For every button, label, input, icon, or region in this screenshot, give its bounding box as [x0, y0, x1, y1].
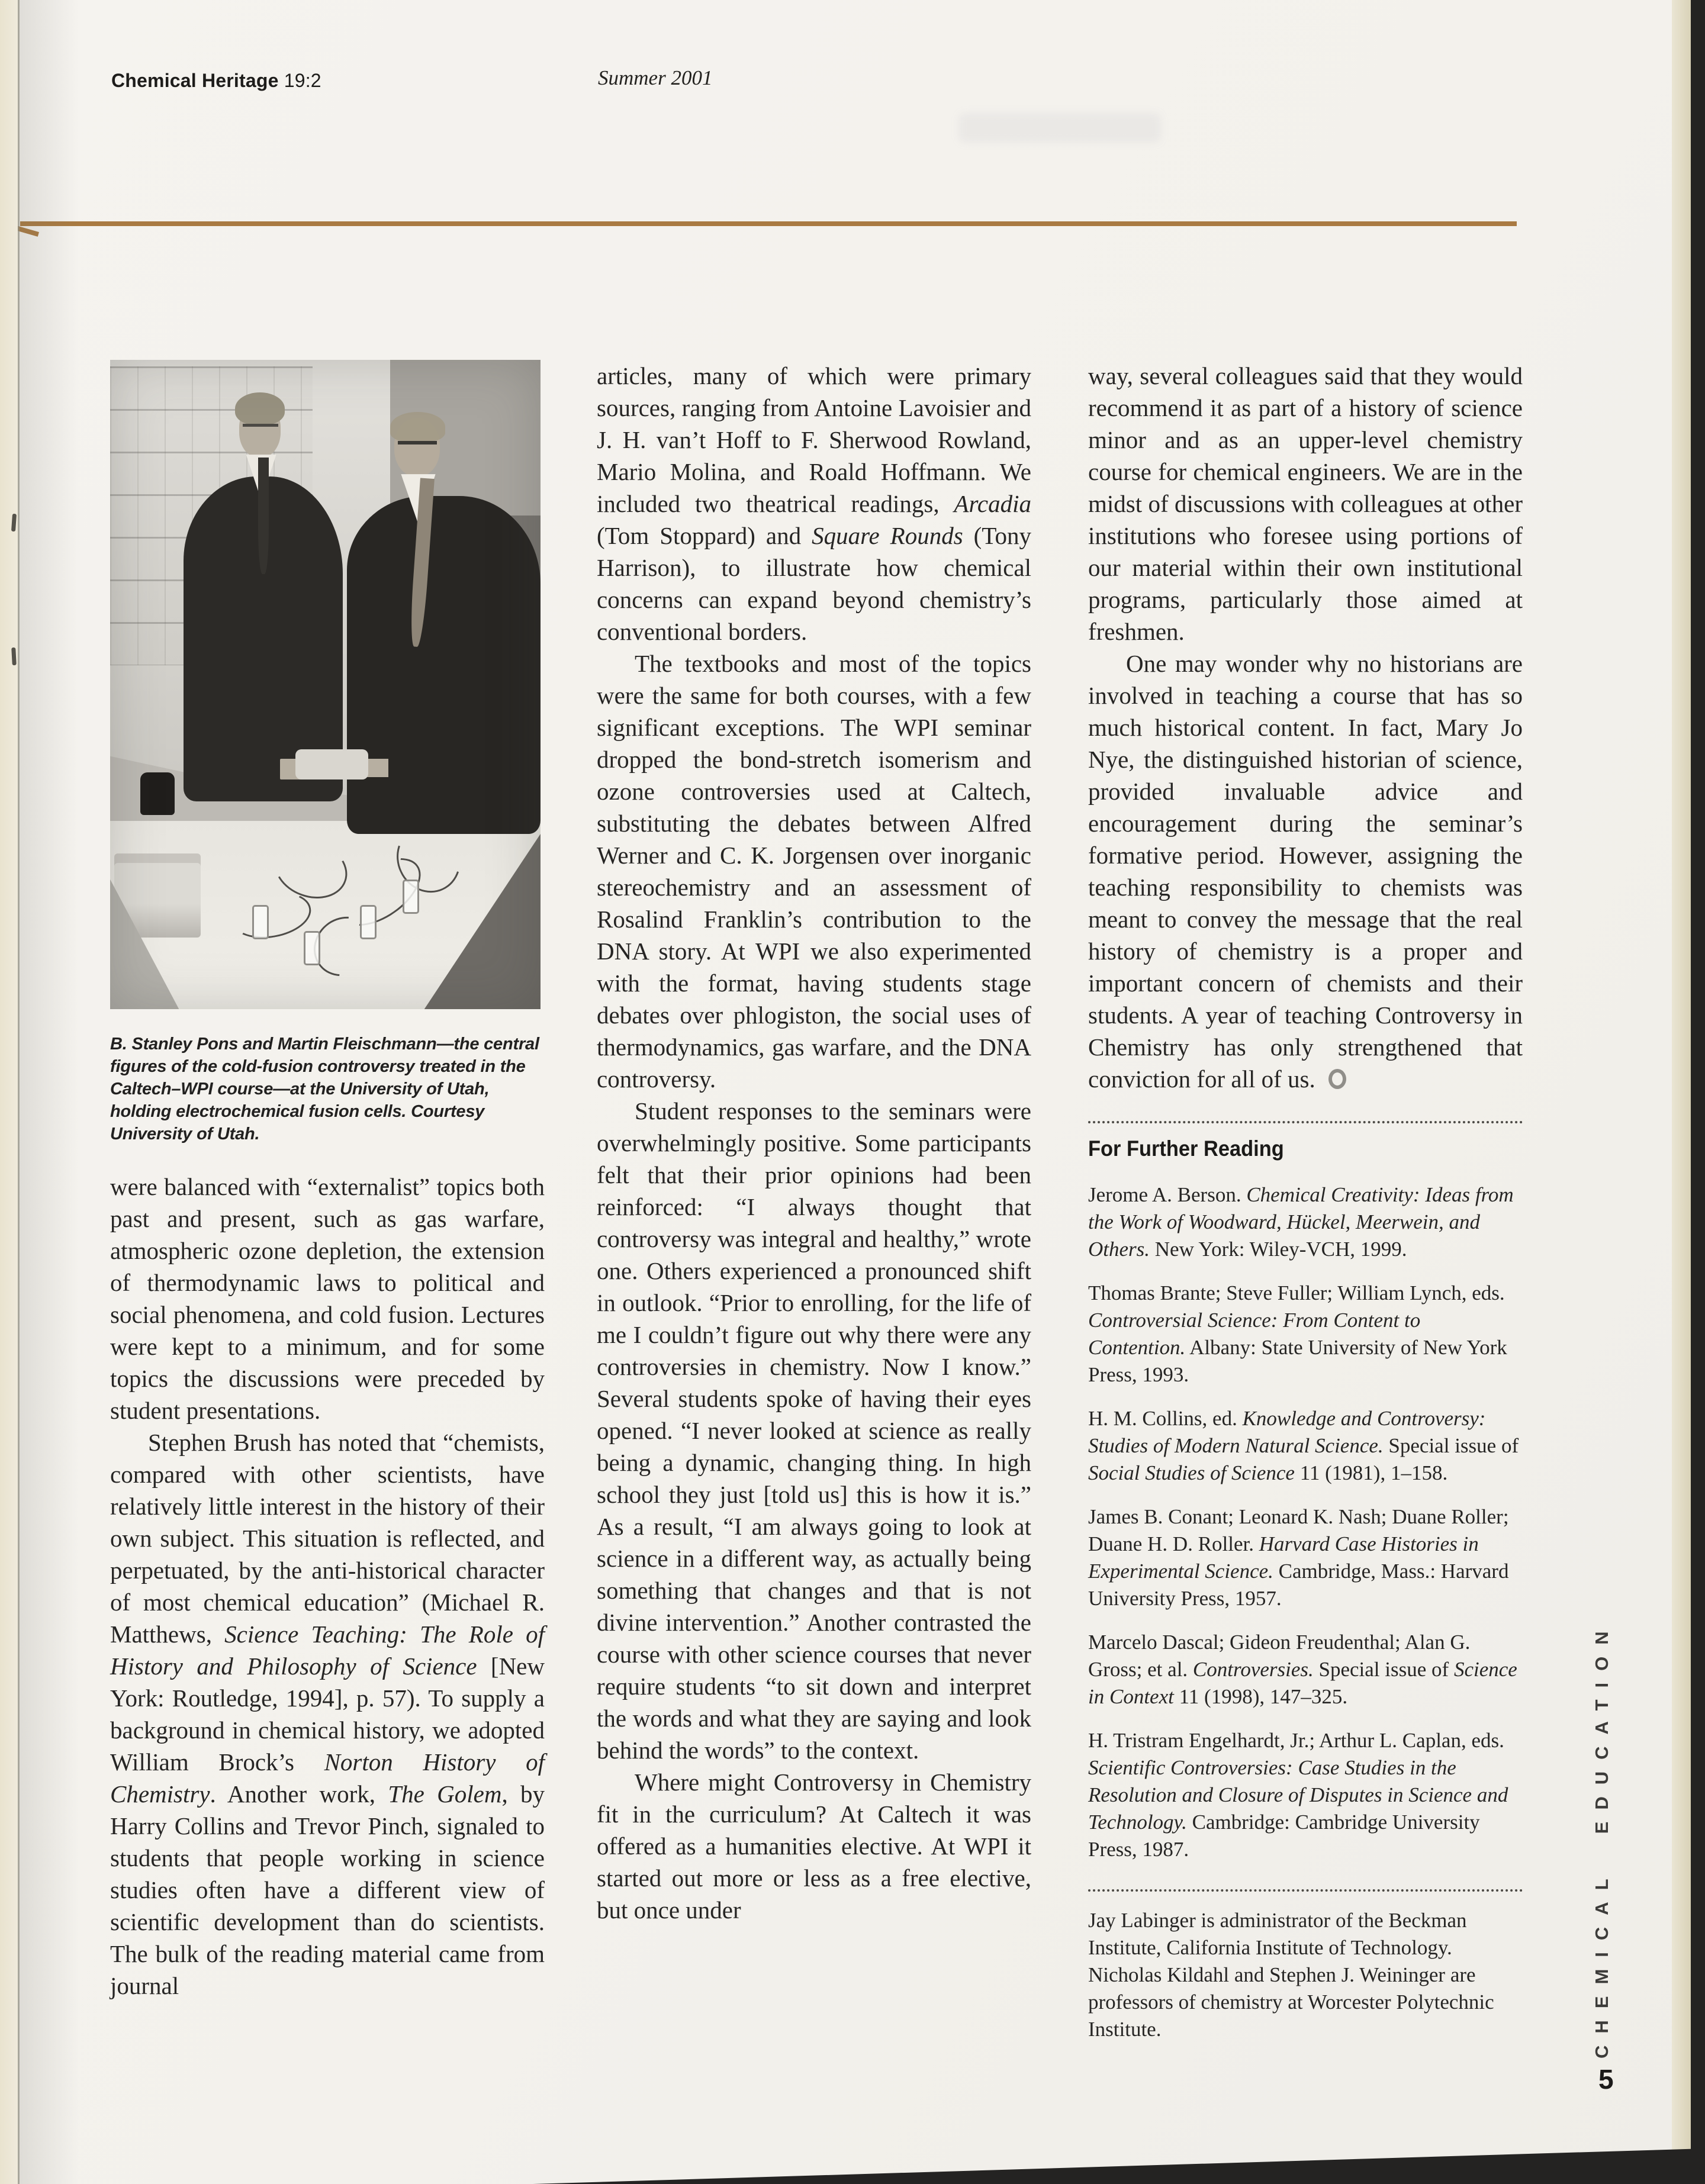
article-photo	[110, 360, 541, 1009]
author-bio	[1088, 1907, 1523, 2043]
page-number: 5	[1598, 2064, 1614, 2095]
further-reading-list	[1088, 1181, 1523, 1863]
article-column-2	[597, 360, 1031, 1926]
masthead	[111, 70, 321, 92]
end-of-article-icon	[1328, 1069, 1346, 1089]
author-bio-text: Jay Labinger is administrator of the Beckman Institute, California Institute of Technology. Nicholas Kildahl and Stephen J. Weininger are professors of chemistry at Worcester Polytechnic Institute.	[1088, 1909, 1494, 2041]
photo-vignette	[110, 360, 541, 1009]
issue-season: Summer 2001	[598, 66, 713, 89]
staple	[11, 648, 17, 665]
article-paragraph: The textbooks and most of the topics were the same for both courses, with a few significant exceptions. The WPI seminar dropped the bond-stretch isomerism and ozone controversies used at Caltech, substituting the debates between Alfred Werner and C. K. Jorgensen over inorganic stereochemistry and an assessment of Rosalind Franklin’s contribution to the DNA story. At WPI we also experimented with the format, having students stage debates over phlogiston, the social uses of thermodynamics, gas warfare, and the DNA controversy.	[597, 650, 1031, 1093]
photo-caption: B. Stanley Pons and Martin Fleischmann—the central figures of the cold-fusion controversy treated in the Caltech–WPI course—at the University of Utah, holding electrochemical fusion cells. Courtesy University of Utah.	[110, 1035, 539, 1143]
further-reading-heading: For Further Reading	[1088, 1136, 1284, 1161]
article-column-3	[1088, 360, 1523, 2043]
reference-entry: Thomas Brante; Steve Fuller; William Lynch, eds. Controversial Science: From Content to Contention. Albany: State University of New York Press, 1993.	[1088, 1281, 1507, 1386]
dotted-divider	[1088, 1889, 1523, 1892]
gutter-shadow	[20, 0, 79, 2184]
article-paragraph: Where might Controversy in Chemistry fit in the curriculum? At Caltech it was offered as a humanities elective. At WPI it started out more or less as a free elective, but once under	[597, 1769, 1031, 1924]
page-fore-edge-right	[1672, 0, 1691, 2184]
article-column-1	[110, 1171, 545, 2002]
accent-rule	[20, 221, 1517, 226]
article-paragraph: articles, many of which were primary sources, ranging from Antoine Lavoisier and J. H. van’t Hoff to F. Sherwood Rowland, Mario Molina, and Roald Hoffmann. We included two theatrical readings, Arcadia (Tom Stoppard) and Square Rounds (Tony Harrison), to illustrate how chemical concerns can expand beyond chemistry’s conventional borders.	[597, 362, 1032, 645]
article-paragraph: One may wonder why no historians are involved in teaching a course that has so much historical content. In fact, Mary Jo Nye, the distinguished historian of science, provided invaluable advice and encouragement during the seminar’s formative period. However, assigning the teaching responsibility to chemists was meant to convey the message that the real history of chemistry is a proper and important concern of chemists and their students. A year of teaching Controversy in Chemistry has only strengthened that conviction for all of us.	[1088, 650, 1523, 1093]
issue-number: 19:2	[284, 70, 321, 91]
magazine-title: Chemical Heritage	[111, 70, 279, 91]
scan-backdrop-right	[1691, 0, 1705, 2184]
article-paragraph: way, several colleagues said that they would recommend it as part of a history of science minor and as an upper-level chemistry course for chemical engineers. We are in the midst of discussions with colleagues at other institutions who foresee using portions of our material within their own institutional programs, particularly those aimed at freshmen.	[1088, 362, 1523, 645]
page-fore-edge-left	[0, 0, 18, 2184]
article-paragraph: Student responses to the seminars were overwhelmingly positive. Some participants felt that their prior opinions had been reinforced: “I always thought that controversy was integral and healthy,” wrote one. Others experienced a pronounced shift in outlook. “Prior to enrolling, for the life of me I couldn’t figure out why there were any controversies in chemistry. Now I know.” Several students spoke of having their eyes opened. “I never looked at science as really being a dynamic, changing thing. In high school they just [told us] this is how it is.” As a result, “I am always going to look at science in a different way, as actually being something that changes and that is not divine intervention.” Another contrasted the course with other science courses that never require students “to sit down and interpret the words and what they are saying and look behind the words” to the context.	[597, 1097, 1031, 1764]
section-label-vertical: CHEMICAL EDUCATION	[1591, 1619, 1612, 2059]
reference-entry: Marcelo Dascal; Gideon Freudenthal; Alan G. Gross; et al. Controversies. Special issue of Science in Context 11 (1998), 147–325.	[1088, 1631, 1517, 1708]
showthrough-ghost	[959, 114, 1160, 142]
dotted-divider	[1088, 1121, 1523, 1123]
article-column-3-text	[1088, 360, 1523, 1095]
article-paragraph: were balanced with “externalist” topics both past and present, such as gas warfare, atmospheric ozone depletion, the extension of thermodynamic laws to political and social phenomena, and cold fusion. Lectures were kept to a minimum, and for some topics the discussions were preceded by student presentations.	[110, 1173, 545, 1424]
reference-entry: James B. Conant; Leonard K. Nash; Duane Roller; Duane H. D. Roller. Harvard Case Histories in Experimental Science. Cambridge, Mass.: Harvard University Press, 1957.	[1088, 1505, 1509, 1610]
reference-entry: H. M. Collins, ed. Knowledge and Controversy: Studies of Modern Natural Science. Special issue of Social Studies of Science 11 (1981), 1–158.	[1088, 1407, 1519, 1484]
reference-entry: Jerome A. Berson. Chemical Creativity: Ideas from the Work of Woodward, Hückel, Meerwein, and Others. New York: Wiley-VCH, 1999.	[1088, 1183, 1514, 1261]
article-paragraph: Stephen Brush has noted that “chemists, compared with other scientists, have relatively little interest in the history of their own subject. This situation is reflected, and perpetuated, by the anti-historical character of most chemical education” (Michael R. Matthews, Science Teaching: The Role of History and Philosophy of Science [New York: Routledge, 1994], p. 57). To supply a background in chemical history, we adopted William Brock’s Norton History of Chemistry. Another work, The Golem, by Harry Collins and Trevor Pinch, signaled to students that people working in science studies often have a different view of scientific development than do scientists. The bulk of the reading material came from journal	[110, 1429, 545, 1999]
reference-entry: H. Tristram Engelhardt, Jr.; Arthur L. Caplan, eds. Scientific Controversies: Case Studies in the Resolution and Closure of Disputes in Science and Technology. Cambridge: Cambridge University Press, 1987.	[1088, 1729, 1508, 1861]
